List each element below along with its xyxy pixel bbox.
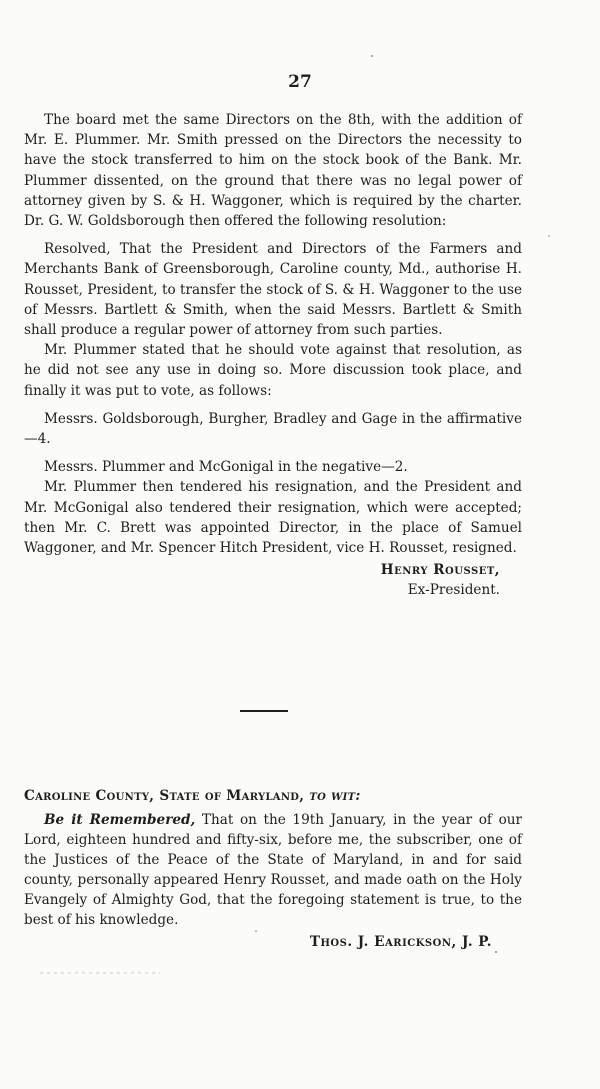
affidavit-heading-text: Caroline County, State of Maryland, — [24, 788, 305, 804]
justice-signature: Thos. J. Earickson, J. P. — [309, 934, 492, 950]
minutes-paragraph-affirmative-vote: Messrs. Goldsborough, Burgher, Bradley and Gage in the affirmative—4. — [24, 410, 522, 448]
signature-title: Ex-President. — [407, 582, 500, 599]
page-number: 27 — [288, 72, 312, 92]
minutes-paragraph-resolution: Resolved, That the President and Directors of the Farmers and Merchants Bank of Greensborough, Caroline county, Md., authorise H. Rousset, President, to transfer the stock of S. & H. Waggoner to the use of Messrs. Bartlett & Smith, when the said Messrs. Bartlett & Smith shall produce a regular power of attorney from such parties. — [24, 241, 522, 339]
signature-name: Henry Rousset, — [380, 562, 500, 579]
affidavit-body-text: That on the 19th January, in the year of our Lord, eighteen hundred and fifty-six, before me, the subscriber, one of the Justices of the Peace of the State of Maryland, in and for said county, personally appeared Henry Rousset, and made oath on the Holy Evangely of Almighty God, that the foregoing statement is true, to the best of his knowledge. — [24, 812, 523, 928]
affidavit-lead: Be it Remembered, — [44, 812, 196, 828]
minutes-paragraph-meeting: The board met the same Directors on the 8th, with the addition of Mr. E. Plummer. Mr. Smith pressed on the Directors the necessity to have the stock transferred to him on the stock book of the Bank. Mr. Plummer dissented, on the ground that there was no legal power of attorney given by S. & H. Waggoner, which is required by the charter. Dr. G. W. Goldsborough then offered the following resolution: — [24, 112, 522, 230]
minutes-paragraph-resignation: Mr. Plummer then tendered his resignation, and the President and Mr. McGonigal also tendered their resignation, which were accepted; then Mr. C. Brett was appointed Director, in the place of Samuel Waggoner, and Mr. Spencer Hitch President, vice H. Rousset, resigned. — [24, 479, 522, 557]
minutes-paragraph-negative-vote: Messrs. Plummer and McGonigal in the negative—2. — [44, 459, 408, 476]
minutes-paragraph-discussion: Mr. Plummer stated that he should vote against that resolution, as he did not see any use in doing so. More discussion took place, and finally it was put to vote, as follows: — [24, 342, 522, 399]
affidavit-heading-suffix: to wit: — [309, 788, 361, 804]
